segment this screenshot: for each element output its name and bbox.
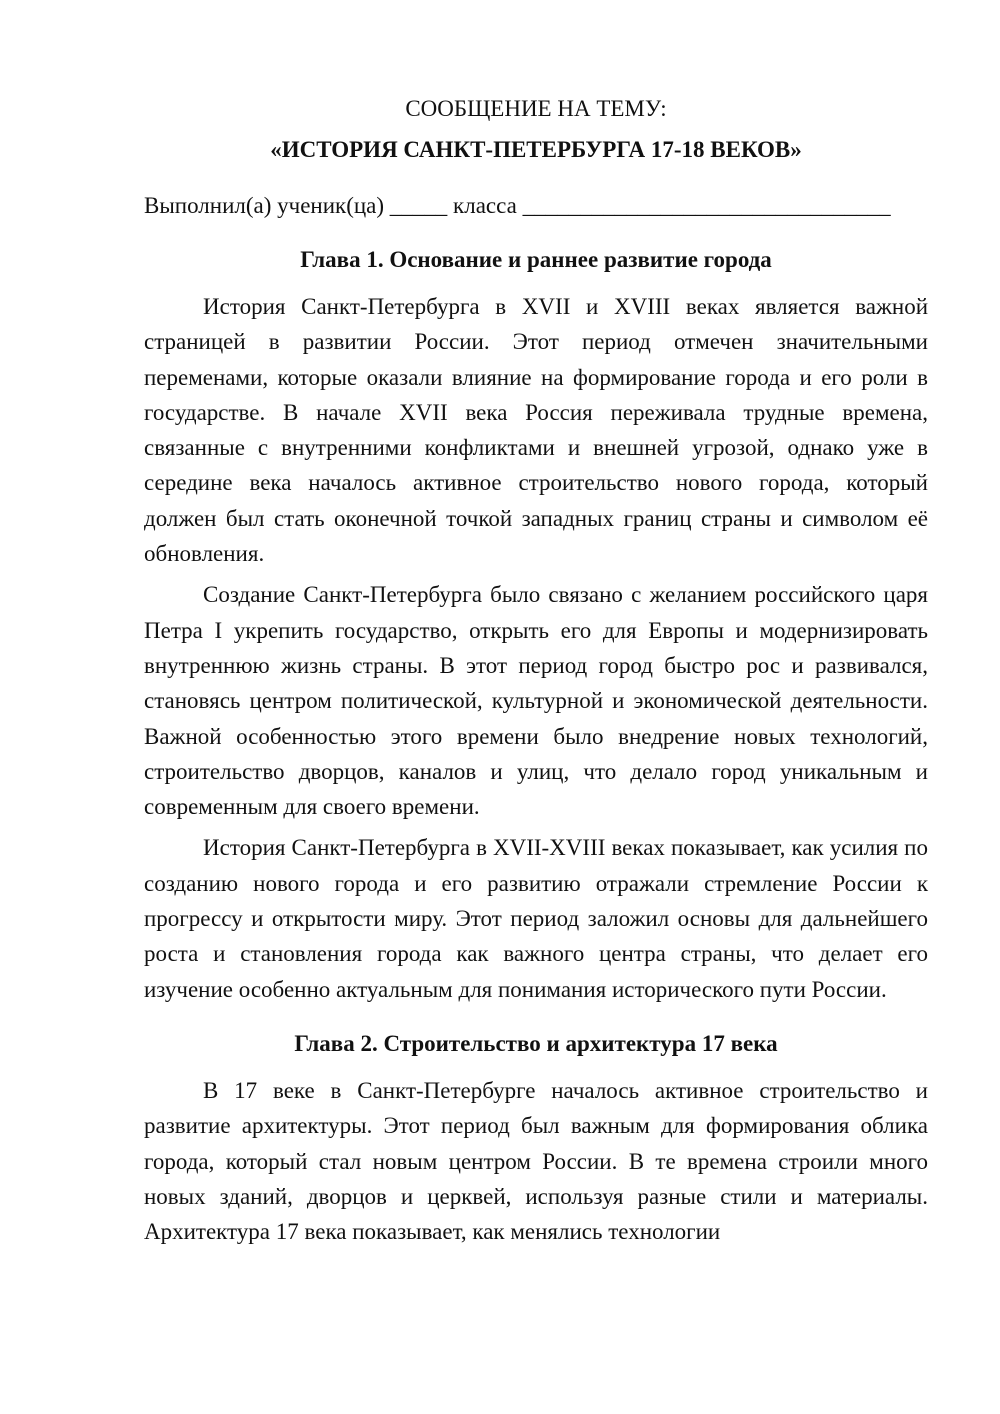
chapter-2-paragraph-1: В 17 веке в Санкт-Петербурге началось активное строительство и развитие архитектуры. Этот период был важным для формирования облика города, который стал новым центром России. В те времена строили много новых зданий, дворцов и церквей, используя разные стили и материалы. Архитектура 17 века показывает, как менялись технологии <box>144 1077 928 1245</box>
chapter-1-paragraph-1: История Санкт-Петербурга в XVII и XVIII веках является важной страницей в развитии России. Этот период отмечен значительными переменами, которые оказали влияние на формирование города и его роли в государстве. В начале XVII века Россия переживала трудные времена, связанные с внутренними конфликтами и внешней угрозой, однако уже в середине века началось активное строительство нового города, который должен был стать оконечной точкой западных границ страны и символом её обновления. <box>144 294 928 567</box>
chapter-1-heading: Глава 1. Основание и раннее развитие города <box>300 247 772 272</box>
document-content <box>144 92 928 1255</box>
chapter-2-heading: Глава 2. Строительство и архитектура 17 века <box>294 1030 778 1056</box>
chapter-1-paragraph-2: Создание Санкт-Петербурга было связано с желанием российского царя Петра I укрепить государство, открыть его для Европы и модернизировать внутреннюю жизнь страны. В этот период город быстро рос и развивался, становясь центром политической, культурной и экономической деятельности. Важной особенностью этого времени было внедрение новых технологий, строительство дворцов, каналов и улиц, что делало город уникальным и современным для своего времени. <box>144 582 928 820</box>
student-info-line: Выполнил(а) ученик(ца) _____ класса ________________________________ <box>144 193 891 218</box>
chapter-1-paragraph-3: История Санкт-Петербурга в XVII-XVIII веках показывает, как усилия по созданию нового города и его развитию отражали стремление России к прогрессу и открытости миру. Этот период заложил основы для дальнейшего роста и становления города как важного центра страны, что делает его изучение особенно актуальным для понимания исторического пути России. <box>144 835 928 1002</box>
title-line-1: СООБЩЕНИЕ НА ТЕМУ: <box>405 96 667 121</box>
title-line-2: «ИСТОРИЯ САНКТ-ПЕТЕРБУРГА 17-18 ВЕКОВ» <box>270 137 802 162</box>
